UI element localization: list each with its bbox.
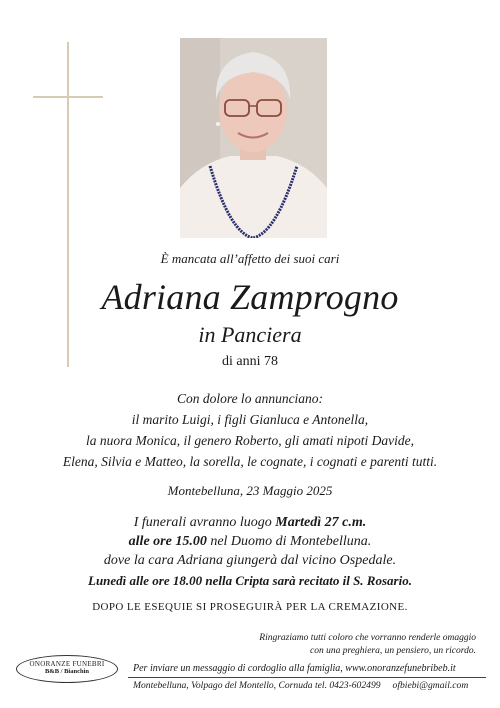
thanks-line: con una preghiera, un pensiero, un ricordo. (310, 646, 476, 656)
funeral-time: alle ore 15.00 (128, 534, 207, 549)
intro-text: È mancata all’affetto dei suoi cari (160, 251, 340, 266)
announcement-line: Con dolore lo annunciano: (176, 391, 324, 406)
place-date: Montebelluna, 23 Maggio 2025 (167, 483, 333, 498)
funeral-date: Martedì 27 c.m. (275, 515, 367, 530)
condolence-info: Per inviare un messaggio di cordoglio alla famiglia, www.onoranzefunebribeb.it (133, 663, 456, 674)
announcement-line: Elena, Silvia e Matteo, la sorella, le cognate, i cognati e parenti tutti. (62, 454, 438, 469)
cremation-note: DOPO LE ESEQUIE SI PROSEGUIRÀ PER LA CREMAZIONE. (92, 601, 408, 613)
married-name: in Panciera (198, 322, 302, 347)
announcement-line: la nuora Monica, il genero Roberto, gli amati nipoti Davide, (86, 433, 414, 448)
divider (128, 677, 486, 678)
rosary-info: Lunedì alle ore 18.00 nella Cripta sarà recitato il S. Rosario. (88, 573, 412, 588)
funeral-home-logo (16, 655, 118, 683)
announcement-line: il marito Luigi, i figli Gianluca e Antonella, (131, 412, 369, 427)
contact-info: Montebelluna, Volpago del Montello, Cornuda tel. 0423-602499 ofbiebi@gmail.com (133, 680, 469, 691)
funeral-info (0, 513, 500, 570)
portrait-photo (180, 38, 327, 238)
cross-vertical (67, 42, 69, 367)
funeral-text: I funerali avranno luogo (133, 515, 276, 530)
age-text: di anni 78 (222, 354, 278, 369)
funeral-place: nel Duomo di Montebelluna. (206, 534, 372, 549)
cross-horizontal (33, 96, 103, 98)
deceased-name: Adriana Zamprogno (101, 277, 399, 317)
funeral-arrival: dove la cara Adriana giungerà dal vicino Ospedale. (103, 553, 397, 568)
thanks-note (176, 632, 476, 658)
logo-line: ONORANZE FUNEBRI (29, 660, 105, 668)
logo-line: B&B / Bianchin (44, 668, 90, 675)
announcement-block (0, 388, 500, 472)
thanks-line: Ringraziamo tutti coloro che vorranno renderle omaggio (259, 633, 476, 643)
